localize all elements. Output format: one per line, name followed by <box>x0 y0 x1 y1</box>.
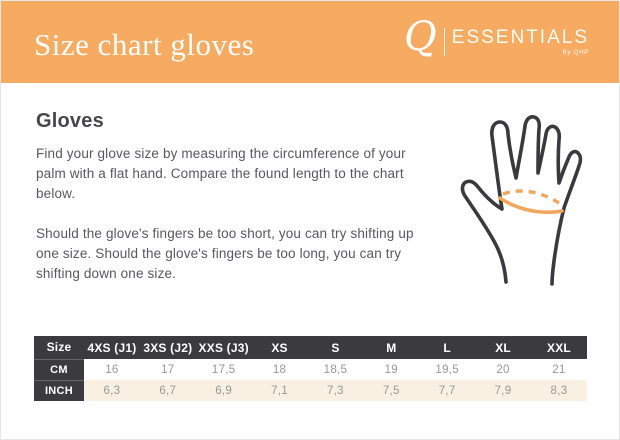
col-header-4xs: 4XS (J1) <box>84 336 140 359</box>
col-header-xxl: XXL <box>531 336 587 359</box>
measure-line-dashed <box>503 191 559 203</box>
brand-logo <box>403 14 589 65</box>
measure-line-solid <box>500 198 562 212</box>
page-title: Size chart gloves <box>34 26 255 62</box>
col-header-s: S <box>308 336 364 359</box>
col-header-l: L <box>419 336 475 359</box>
hand-outline <box>462 117 580 284</box>
table-header-row <box>34 336 587 359</box>
cm-value: 21 <box>531 359 587 380</box>
cm-value: 18,5 <box>308 359 364 380</box>
row-label-inch: INCH <box>34 380 84 401</box>
inch-value: 7,7 <box>419 380 475 401</box>
row-label-cm: CM <box>34 359 84 380</box>
col-header-3xs: 3XS (J2) <box>140 336 196 359</box>
col-header-xxs: XXS (J3) <box>196 336 252 359</box>
inch-value: 7,9 <box>475 380 531 401</box>
cm-value: 18 <box>252 359 308 380</box>
cm-value: 17,5 <box>196 359 252 380</box>
inch-value: 6,7 <box>140 380 196 401</box>
inch-value: 7,3 <box>308 380 364 401</box>
table-row-inch <box>34 380 587 401</box>
cm-value: 17 <box>140 359 196 380</box>
logo-divider <box>444 28 445 56</box>
col-header-xl: XL <box>475 336 531 359</box>
logo-q-glyph: Q <box>403 14 437 60</box>
hand-measurement-icon <box>448 96 613 303</box>
section-heading: Gloves <box>36 110 104 132</box>
logo-byline: By QHP <box>562 49 589 57</box>
cm-value: 19,5 <box>419 359 475 380</box>
intro-paragraph: Find your glove size by measuring the circumference of your palm with a flat hand. Compare the found length to the chart below. <box>36 146 406 201</box>
inch-value: 7,5 <box>363 380 419 401</box>
cm-value: 20 <box>475 359 531 380</box>
inch-value: 6,9 <box>196 380 252 401</box>
col-header-size: Size <box>34 336 84 359</box>
cm-value: 16 <box>84 359 140 380</box>
cm-value: 19 <box>363 359 419 380</box>
size-table <box>34 336 587 401</box>
banner <box>1 1 620 83</box>
col-header-xs: XS <box>252 336 308 359</box>
table-row-cm <box>34 359 587 380</box>
inch-value: 7,1 <box>252 380 308 401</box>
col-header-m: M <box>363 336 419 359</box>
inch-value: 6,3 <box>84 380 140 401</box>
logo-wordmark: ESSENTIALS <box>451 26 589 48</box>
tip-paragraph: Should the glove's fingers be too short, you can try shifting up one size. Should the glove's fingers be too long, you can try shifting down one size. <box>36 226 414 281</box>
inch-value: 8,3 <box>531 380 587 401</box>
instructions-section <box>36 110 428 304</box>
